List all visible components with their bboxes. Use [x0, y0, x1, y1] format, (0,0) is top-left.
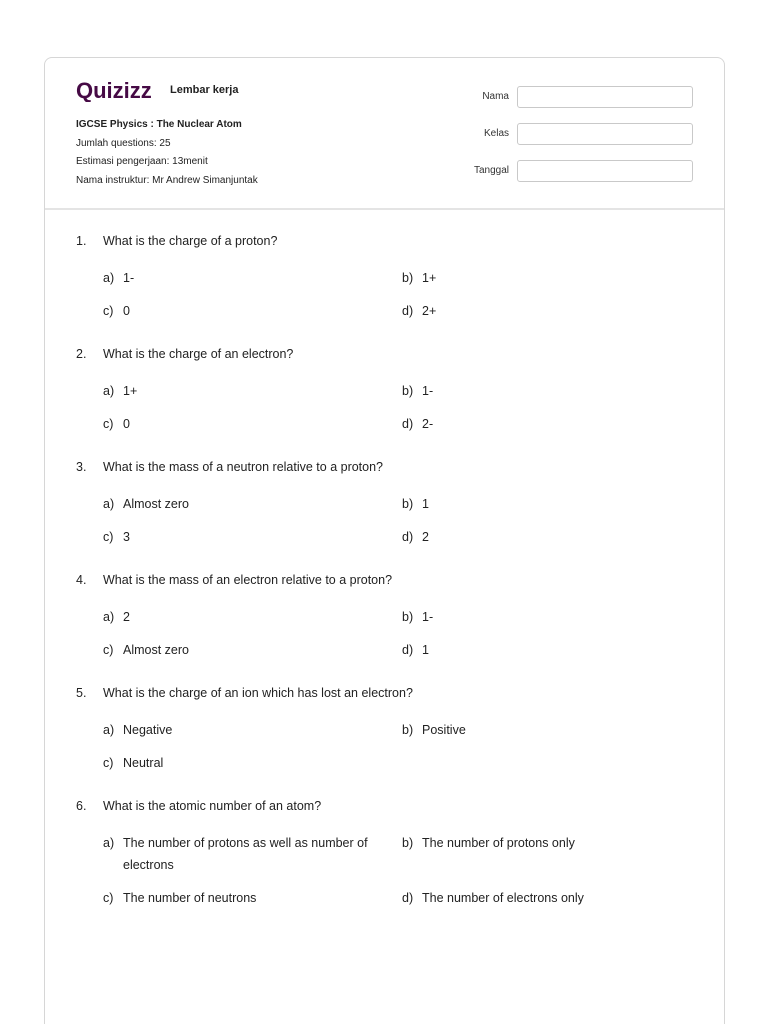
answer-options [103, 493, 696, 548]
option-d [402, 413, 702, 435]
option-letter: a) [103, 271, 115, 285]
option-b [402, 832, 702, 876]
option-letter: b) [402, 723, 414, 737]
question-count: Jumlah questions: 25 [76, 137, 171, 149]
option-text: 0 [123, 304, 130, 318]
option-letter: c) [103, 643, 114, 657]
option-letter: c) [103, 417, 114, 431]
answer-options [103, 832, 696, 909]
option-a [103, 832, 402, 876]
option-letter: a) [103, 610, 115, 624]
answer-options [103, 606, 696, 661]
question-text: What is the mass of a neutron relative to a proton? [103, 460, 384, 474]
option-letter: d) [402, 530, 414, 544]
question-number: 3. [76, 460, 87, 474]
option-text: 2 [422, 530, 429, 544]
question-stem [76, 684, 696, 702]
option-b [402, 493, 702, 515]
question-stem [76, 232, 696, 250]
option-text: 1+ [422, 271, 437, 285]
option-letter: d) [402, 304, 414, 318]
option-letter: c) [103, 756, 114, 770]
option-text: 2- [422, 417, 434, 431]
question-stem [76, 571, 696, 589]
answer-options [103, 380, 696, 435]
option-c [103, 413, 402, 435]
option-a [103, 606, 402, 628]
option-b [402, 719, 702, 741]
question-1 [76, 232, 696, 322]
option-text: 2 [123, 610, 130, 624]
question-6 [76, 797, 696, 909]
option-text: Neutral [123, 756, 164, 770]
instructor-name: Nama instruktur: Mr Andrew Simanjuntak [76, 174, 258, 186]
question-stem [76, 797, 696, 815]
option-letter: a) [103, 836, 115, 850]
name-field-row [445, 86, 695, 108]
option-letter: a) [103, 384, 115, 398]
worksheet-meta [76, 116, 258, 190]
question-stem [76, 345, 696, 363]
option-b [402, 606, 702, 628]
option-letter: c) [103, 891, 114, 905]
option-c [103, 526, 402, 548]
option-letter: b) [402, 497, 414, 511]
class-input[interactable] [517, 123, 693, 145]
date-input[interactable] [517, 160, 693, 182]
option-c [103, 300, 402, 322]
class-field-row [445, 123, 695, 145]
option-letter: d) [402, 643, 414, 657]
class-label: Kelas [483, 128, 509, 139]
question-list [76, 232, 696, 932]
option-letter: a) [103, 723, 115, 737]
option-text: The number of protons only [422, 836, 575, 850]
option-text: Almost zero [123, 643, 189, 657]
option-letter: b) [402, 836, 414, 850]
option-letter: d) [402, 417, 414, 431]
brand-row [76, 80, 238, 102]
name-label: Nama [482, 91, 509, 102]
option-d [402, 639, 702, 661]
option-text: The number of electrons only [422, 891, 584, 905]
option-letter: b) [402, 610, 414, 624]
option-text: 1- [123, 271, 135, 285]
question-2 [76, 345, 696, 435]
option-letter: d) [402, 891, 414, 905]
answer-options [103, 719, 696, 774]
answer-options [103, 267, 696, 322]
option-text: 1+ [123, 384, 138, 398]
estimated-time: Estimasi pengerjaan: 13menit [76, 156, 208, 167]
question-number: 4. [76, 573, 87, 587]
question-text: What is the atomic number of an atom? [103, 799, 322, 813]
question-number: 5. [76, 686, 87, 700]
option-text: 1- [422, 610, 434, 624]
question-text: What is the mass of an electron relative to a proton? [103, 573, 393, 587]
question-3 [76, 458, 696, 548]
worksheet-header [45, 58, 724, 210]
worksheet-title: IGCSE Physics : The Nuclear Atom [76, 119, 242, 130]
quizizz-logo [76, 80, 164, 102]
option-a [103, 267, 402, 289]
worksheet-page [44, 57, 725, 1024]
option-d [402, 300, 702, 322]
option-text: The number of protons as well as number of electrons [123, 836, 368, 872]
date-label: Tanggal [473, 165, 509, 176]
question-number: 6. [76, 799, 87, 813]
option-letter: b) [402, 384, 414, 398]
logo-wordmark: Quizizz [76, 80, 152, 102]
option-c [103, 887, 402, 909]
option-d [402, 526, 702, 548]
name-input[interactable] [517, 86, 693, 108]
option-text: Negative [123, 723, 173, 737]
option-text: 2+ [422, 304, 437, 318]
question-4 [76, 571, 696, 661]
option-d [402, 887, 702, 909]
option-text: Almost zero [123, 497, 189, 511]
option-text: 0 [123, 417, 130, 431]
option-text: Positive [422, 723, 466, 737]
option-text: The number of neutrons [123, 891, 257, 905]
option-b [402, 267, 702, 289]
sheet-type: Lembar kerja [170, 84, 239, 96]
option-letter: a) [103, 497, 115, 511]
question-number: 1. [76, 234, 87, 248]
question-text: What is the charge of a proton? [103, 234, 278, 248]
option-letter: b) [402, 271, 414, 285]
option-b [402, 380, 702, 402]
option-text: 1 [422, 643, 429, 657]
option-a [103, 493, 402, 515]
question-5 [76, 684, 696, 774]
date-field-row [445, 160, 695, 182]
option-text: 1- [422, 384, 434, 398]
option-text: 3 [123, 530, 130, 544]
option-letter: c) [103, 304, 114, 318]
question-text: What is the charge of an electron? [103, 347, 294, 361]
option-a [103, 719, 402, 741]
option-c [103, 639, 402, 661]
option-c [103, 752, 402, 774]
option-a [103, 380, 402, 402]
option-text: 1 [422, 497, 429, 511]
question-number: 2. [76, 347, 87, 361]
question-text: What is the charge of an ion which has lost an electron? [103, 686, 413, 700]
question-stem [76, 458, 696, 476]
option-letter: c) [103, 530, 114, 544]
